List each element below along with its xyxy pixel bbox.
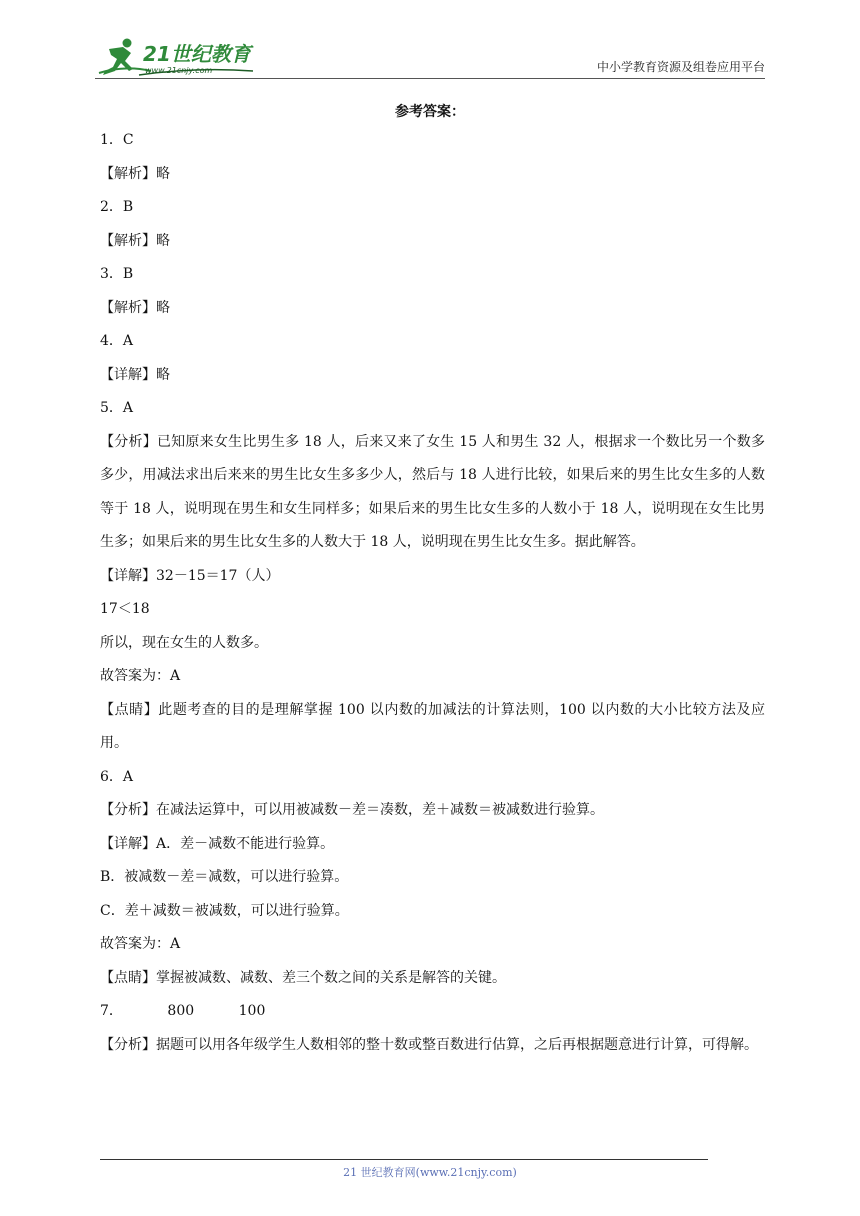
answer-line: 17＜18 — [100, 601, 150, 617]
platform-name: 中小学教育资源及组卷应用平台 — [596, 60, 765, 74]
answer-line: C．差＋减数＝被减数，可以进行验算。 — [100, 902, 349, 919]
site-logo[interactable] — [95, 35, 255, 79]
answer-line: 【分析】据题可以用各年级学生人数相邻的整十数或整百数进行估算，之后再根据题意进行计算，可得解。 — [100, 1036, 758, 1053]
answer-line: 3．B — [100, 266, 134, 282]
logo-text: 21世纪教育 — [143, 42, 251, 66]
answer-line: 【详解】32－15＝17（人） — [100, 567, 280, 584]
answer-line: 【解析】略 — [100, 165, 170, 182]
answer-line: 故答案为：A — [100, 668, 181, 684]
answer-line: 故答案为：A — [100, 936, 181, 952]
answer-line: 1．C — [100, 132, 134, 148]
runner-logo-icon — [95, 35, 255, 79]
answer-content — [100, 124, 765, 1062]
answer-line: 7． 800 100 — [100, 1003, 266, 1019]
page-title: 参考答案： — [395, 104, 465, 120]
answer-line: 2．B — [100, 199, 134, 215]
answer-line: 【详解】A．差－减数不能进行验算。 — [100, 835, 335, 852]
answer-line: 【详解】略 — [100, 366, 170, 383]
page-header — [95, 30, 765, 78]
footer-link[interactable]: 21 世纪教育网(www.21cnjy.com) — [343, 1166, 517, 1179]
answer-line: B．被减数－差＝减数，可以进行验算。 — [100, 869, 349, 885]
header-divider — [95, 78, 765, 79]
answer-line: 6．A — [100, 768, 134, 785]
answer-line: 【点睛】此题考查的目的是理解掌握 100 以内数的加减法的计算法则，100 以内数的大小比较方法及应用。 — [100, 701, 765, 751]
answer-line: 4．A — [100, 333, 134, 349]
answer-line: 所以，现在女生的人数多。 — [100, 634, 268, 651]
answer-line: 【解析】略 — [100, 299, 170, 316]
answer-line: 【解析】略 — [100, 232, 170, 249]
answer-line: 【分析】已知原来女生比男生多 18 人，后来又来了女生 15 人和男生 32 人，根据求一个数比另一个数多多少，用减法求出后来来的男生比女生多多少人，然后与 18 人进行比较，如果后来的男生比女生多的人数等于 18 人，说明现在男生和女生同样多；如果后来的男生比女生多的人数小于 18 人，说明现在女生比男生多；如果后来的男生比女生多的人数大于 18 人，说明现在男生比女生多。据此解答。 — [100, 433, 765, 550]
footer-divider — [100, 1159, 708, 1160]
answer-line: 【点睛】掌握被减数、减数、差三个数之间的关系是解答的关键。 — [100, 969, 506, 986]
answer-line: 5．A — [100, 400, 134, 416]
logo-url: www.21cnjy.com — [145, 66, 213, 75]
answer-line: 【分析】在减法运算中，可以用被减数－差＝凑数，差＋减数＝被减数进行验算。 — [100, 802, 604, 818]
